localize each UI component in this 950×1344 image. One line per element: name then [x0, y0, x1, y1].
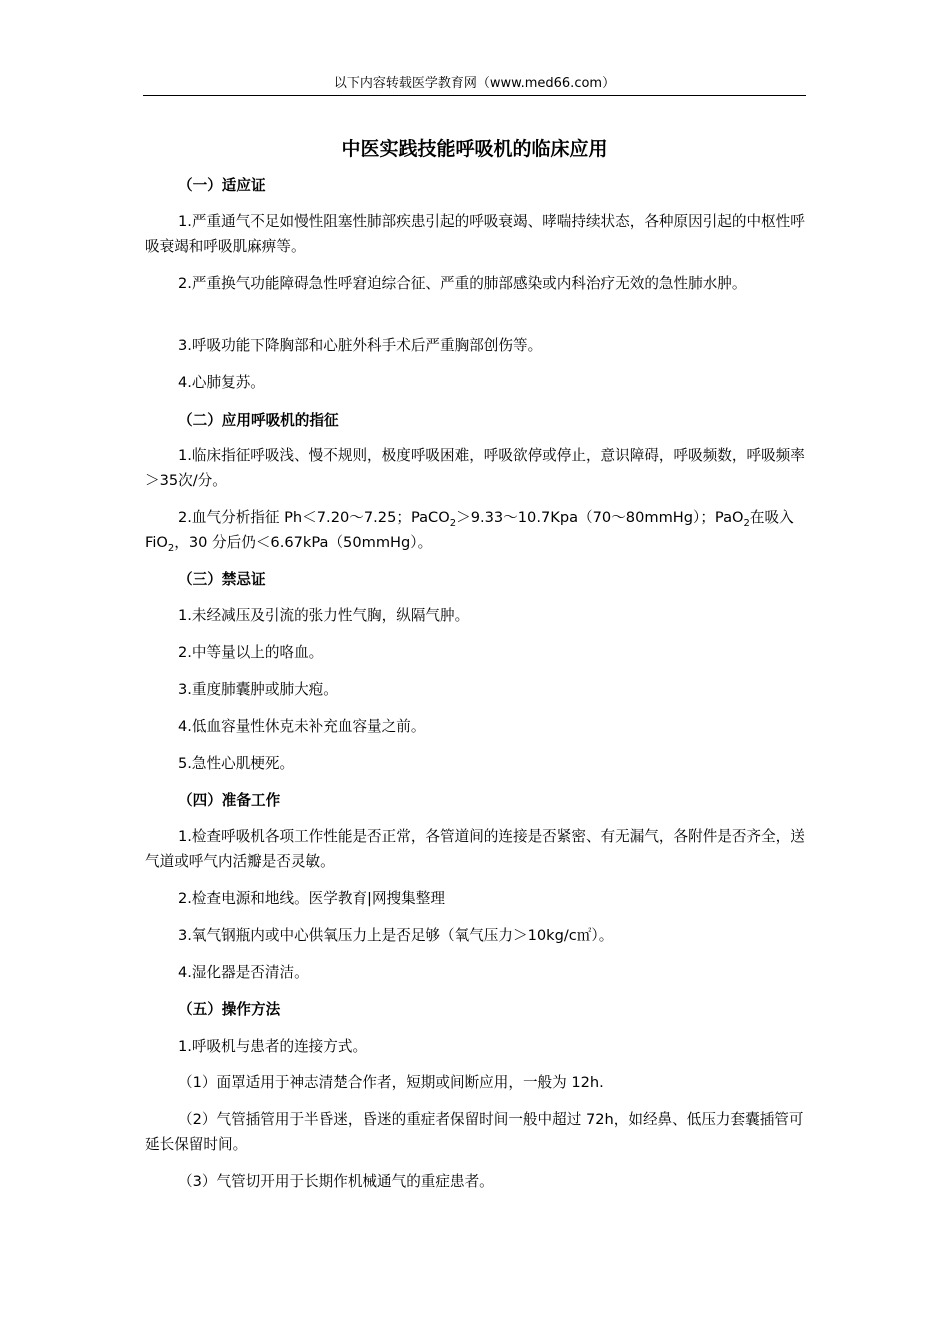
- subscript: 2: [167, 542, 175, 554]
- paragraph: 3.呼吸功能下降胸部和心脏外科手术后严重胸部创伤等。: [178, 337, 543, 354]
- paragraph: 1.严重通气不足如慢性阻塞性肺部疾患引起的呼吸衰竭、哮喘持续状态，各种原因引起的中枢性呼吸衰竭和呼吸肌麻痹等。: [145, 213, 805, 255]
- paragraph: 2.检查电源和地线。医学教育|网搜集整理: [178, 890, 445, 907]
- section-heading-operation: （五）操作方法: [178, 1001, 281, 1018]
- subscript: 2: [449, 517, 457, 529]
- paragraph-blood-gas: [145, 505, 809, 555]
- document-title: 中医实践技能呼吸机的临床应用: [341, 138, 608, 160]
- paragraph: 1.呼吸机与患者的连接方式。: [178, 1038, 368, 1055]
- section-heading-preparation: （四）准备工作: [178, 792, 281, 809]
- section-heading-indications: （一）适应证: [178, 177, 266, 194]
- paragraph: 2.严重换气功能障碍急性呼窘迫综合征、严重的肺部感染或内科治疗无效的急性肺水肿。: [178, 275, 747, 292]
- paragraph: 1.未经减压及引流的张力性气胸，纵隔气肿。: [178, 607, 470, 624]
- paragraph: 3.重度肺囊肿或肺大疱。: [178, 681, 338, 698]
- paragraph: 3.氧气钢瓶内或中心供氧压力上是否足够（氧气压力＞10kg/c㎡）。: [178, 927, 614, 944]
- text-run: 2.血气分析指征 Ph＜7.20～7.25；PaCO: [178, 509, 450, 526]
- paragraph: 2.中等量以上的咯血。: [178, 644, 324, 661]
- subscript: 2: [743, 517, 750, 529]
- text-run: ，30 分后仍＜6.67kPa（50mmHg）。: [174, 534, 433, 551]
- text-run: ＞9.33～10.7Kpa（70～80mmHg）；PaO: [456, 509, 744, 526]
- page-header-source: 以下内容转载医学教育网（www.med66.com）: [333, 76, 616, 91]
- section-heading-contraindications: （三）禁忌证: [178, 571, 266, 588]
- paragraph: （1）面罩适用于神志清楚合作者，短期或间断应用，一般为 12h.: [178, 1074, 604, 1091]
- header-divider: [143, 95, 806, 96]
- paragraph: 4.低血容量性休克未补充血容量之前。: [178, 718, 426, 735]
- paragraph: 4.湿化器是否清洁。: [178, 964, 309, 981]
- document-body: [145, 173, 809, 1194]
- paragraph: （3）气管切开用于长期作机械通气的重症患者。: [178, 1173, 494, 1190]
- section-heading-criteria: （二）应用呼吸机的指征: [178, 412, 339, 429]
- paragraph: 1.临床指征呼吸浅、慢不规则，极度呼吸困难，呼吸欲停或停止，意识障碍，呼吸频数，呼吸频率＞35次/分。: [145, 447, 805, 489]
- paragraph: 1.检查呼吸机各项工作性能是否正常，各管道间的连接是否紧密、有无漏气，各附件是否齐全，送气道或呼气内活瓣是否灵敏。: [145, 828, 805, 870]
- paragraph: 4.心肺复苏。: [178, 374, 265, 391]
- text-run: 在吸入 FiO: [145, 509, 794, 551]
- paragraph: 5.急性心肌梗死。: [178, 755, 295, 772]
- paragraph: （2）气管插管用于半昏迷，昏迷的重症者保留时间一般中超过 72h，如经鼻、低压力套囊插管可延长保留时间。: [145, 1111, 804, 1153]
